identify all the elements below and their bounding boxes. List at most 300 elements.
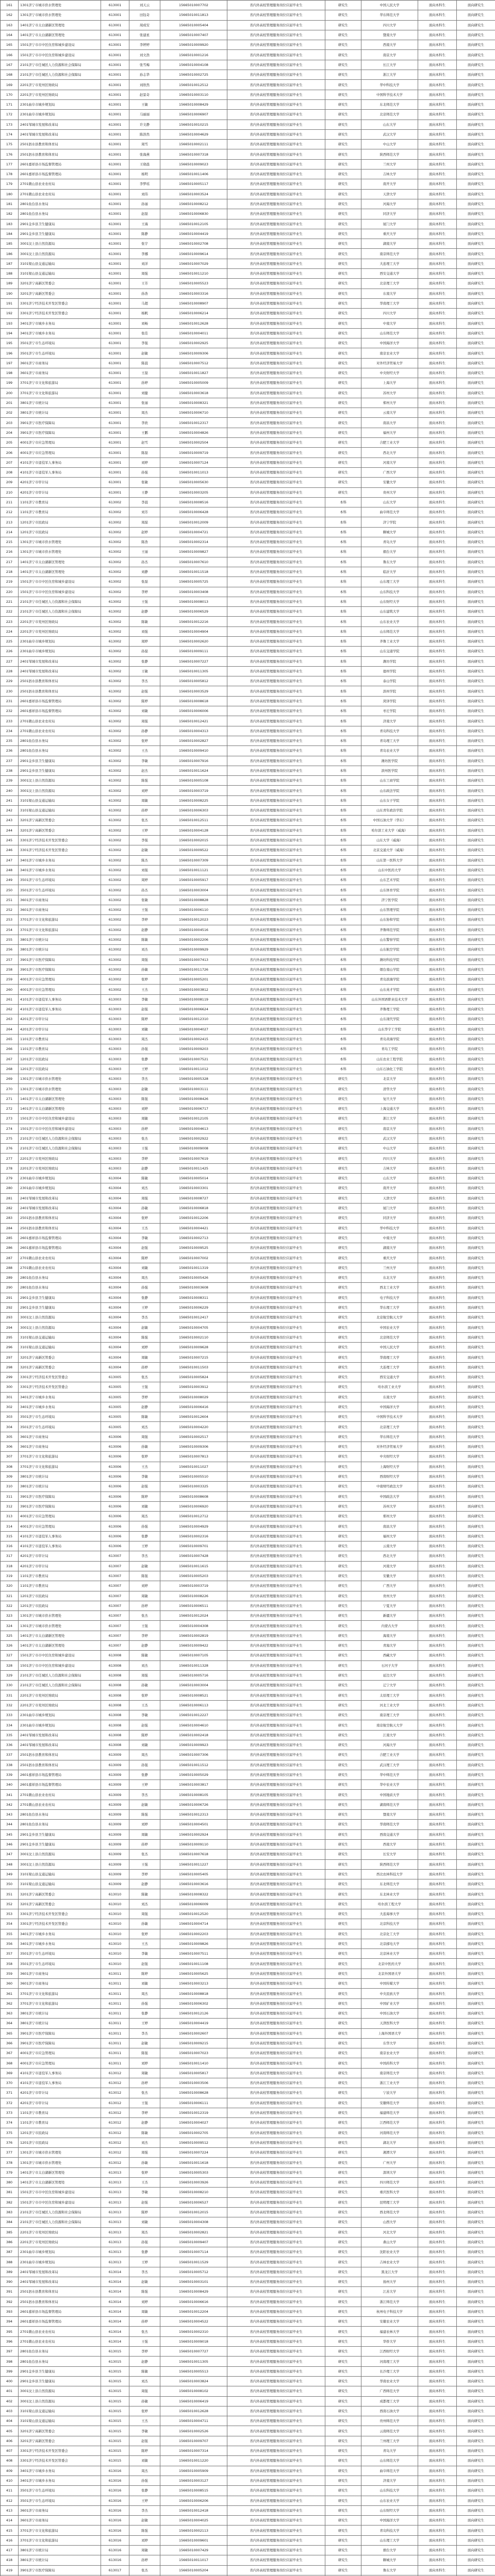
education-level-cell: 研究生 <box>325 328 361 338</box>
remark-a-cell: 面向本科生 <box>418 2197 457 2207</box>
education-level-cell: 研究生 <box>325 1313 361 1323</box>
table-row <box>1 2496 495 2505</box>
table-row <box>1 1790 495 1800</box>
exam-category-cell: 省内外高校管理服务岗位应届毕业生 <box>227 1989 325 1998</box>
exam-category-cell: 省内外高校管理服务岗位应届毕业生 <box>227 2406 325 2416</box>
remark-b-cell: 面向研究生 <box>457 964 495 974</box>
row-number-cell: 285 <box>1 1233 19 1243</box>
employer-name-cell: 3401济宁市城乡水务局 <box>19 855 101 865</box>
remark-a-cell: 面向本科生 <box>418 716 457 726</box>
employer-name-cell: 1101济宁市教育局 <box>19 1581 101 1591</box>
remark-b-cell: 面向研究生 <box>457 1591 495 1601</box>
exam-category-cell: 省内外高校管理服务岗位应届毕业生 <box>227 1034 325 1044</box>
education-level-cell: 本科 <box>325 915 361 925</box>
employer-name-cell: 2501泗水县教育和体育局 <box>19 1760 101 1770</box>
education-level-cell: 本科 <box>325 835 361 845</box>
exam-category-cell: 省内外高校管理服务岗位应届毕业生 <box>227 1501 325 1511</box>
remark-a-cell: 面向本科生 <box>418 1104 457 1113</box>
post-code-cell: 613002 <box>101 517 129 527</box>
exam-category-cell: 省内外高校管理服务岗位应届毕业生 <box>227 1800 325 1809</box>
employer-name-cell: 3501济宁市生态环境局 <box>19 1412 101 1422</box>
post-code-cell: 613002 <box>101 527 129 537</box>
post-code-cell: 613002 <box>101 825 129 835</box>
candidate-name-cell: 张佳 <box>129 328 160 338</box>
remark-b-cell: 面向研究生 <box>457 1074 495 1084</box>
row-number-cell: 354 <box>1 1919 19 1929</box>
education-level-cell: 研究生 <box>325 398 361 408</box>
exam-category-cell: 省内外高校管理服务岗位应届毕业生 <box>227 2376 325 2386</box>
exam-category-cell: 省内外高校管理服务岗位应届毕业生 <box>227 2167 325 2177</box>
graduate-school-cell: 暨南大学 <box>361 30 418 40</box>
exam-category-cell: 省内外高校管理服务岗位应届毕业生 <box>227 845 325 855</box>
post-code-cell: 613003 <box>101 1163 129 1173</box>
ticket-number-cell: 15665010008212 <box>160 199 227 209</box>
candidate-name-cell: 王海 <box>129 219 160 229</box>
graduate-school-cell: 兰州理工大学 <box>361 2436 418 2446</box>
employer-name-cell: 2601嘉祥县市场监督管理局 <box>19 696 101 706</box>
remark-a-cell: 面向本科生 <box>418 2287 457 2297</box>
ticket-number-cell: 15665010002607 <box>160 2028 227 2038</box>
employer-name-cell: 2901金乡县卫生健康局 <box>19 766 101 775</box>
candidate-name-cell: 周杰 <box>129 1273 160 1283</box>
remark-a-cell: 面向本科生 <box>418 2486 457 2496</box>
education-level-cell: 研究生 <box>325 1909 361 1919</box>
education-level-cell: 本科 <box>325 647 361 656</box>
remark-b-cell: 面向研究生 <box>457 328 495 338</box>
graduate-school-cell: 华南理工大学 <box>361 1352 418 1362</box>
graduate-school-cell: 北京林业大学 <box>361 1949 418 1959</box>
employer-name-cell: 4201济宁市审计局 <box>19 1561 101 1571</box>
remark-b-cell: 面向研究生 <box>457 2287 495 2297</box>
post-code-cell: 613001 <box>101 20 129 30</box>
row-number-cell: 368 <box>1 2058 19 2068</box>
remark-a-cell: 面向本科生 <box>418 2188 457 2197</box>
ticket-number-cell: 15665010008105 <box>160 1790 227 1800</box>
row-number-cell: 302 <box>1 1402 19 1412</box>
education-level-cell: 研究生 <box>325 2466 361 2476</box>
table-row <box>1 487 495 497</box>
education-level-cell: 研究生 <box>325 1114 361 1124</box>
ticket-number-cell: 15665010008521 <box>160 1690 227 1700</box>
education-level-cell: 本科 <box>325 786 361 795</box>
remark-a-cell: 面向本科生 <box>418 229 457 239</box>
education-level-cell: 研究生 <box>325 1094 361 1104</box>
employer-name-cell: 3401济宁市城乡水务局 <box>19 1939 101 1948</box>
table-row <box>1 1820 495 1829</box>
candidate-name-cell: 孙敏 <box>129 1442 160 1452</box>
employer-name-cell: 3301济宁经济技术开发区管委会 <box>19 1372 101 1382</box>
remark-a-cell: 面向本科生 <box>418 457 457 467</box>
graduate-school-cell: 烟台大学 <box>361 547 418 557</box>
table-row <box>1 1492 495 1501</box>
employer-name-cell: 3601济宁市商务局 <box>19 368 101 378</box>
remark-a-cell: 面向本科生 <box>418 239 457 249</box>
ticket-number-cell: 15665010002620 <box>160 637 227 647</box>
table-row <box>1 1850 495 1859</box>
remark-a-cell: 面向本科生 <box>418 2555 457 2565</box>
candidate-name-cell: 孙婷 <box>129 2317 160 2327</box>
row-number-cell: 361 <box>1 1989 19 1998</box>
candidate-name-cell: 赵雪 <box>129 438 160 448</box>
table-row <box>1 1571 495 1581</box>
remark-b-cell: 面向研究生 <box>457 1362 495 1372</box>
employer-name-cell: 2801鱼台县水务局 <box>19 1820 101 1829</box>
ticket-number-cell: 15665010004721 <box>160 527 227 537</box>
remark-b-cell: 面向研究生 <box>457 2456 495 2466</box>
employer-name-cell: 4001济宁市应急管理局 <box>19 2058 101 2068</box>
employer-name-cell: 1201济宁市民政局 <box>19 517 101 527</box>
ticket-number-cell: 15665010005405 <box>160 1869 227 1879</box>
post-code-cell: 613002 <box>101 726 129 736</box>
remark-b-cell: 面向研究生 <box>457 2416 495 2426</box>
row-number-cell: 259 <box>1 975 19 985</box>
remark-a-cell: 面向本科生 <box>418 2347 457 2357</box>
graduate-school-cell: 合肥工业大学 <box>361 438 418 448</box>
education-level-cell: 本科 <box>325 617 361 626</box>
employer-name-cell: 2301曲阜市城乡规划局 <box>19 1710 101 1720</box>
table-row <box>1 985 495 994</box>
row-number-cell: 170 <box>1 90 19 99</box>
education-level-cell: 研究生 <box>325 1561 361 1571</box>
table-row <box>1 1273 495 1283</box>
row-number-cell: 194 <box>1 328 19 338</box>
exam-category-cell: 省内外高校管理服务岗位应届毕业生 <box>227 1462 325 1471</box>
graduate-school-cell: 长江大学 <box>361 60 418 70</box>
row-number-cell: 398 <box>1 2357 19 2366</box>
post-code-cell: 613012 <box>101 2148 129 2158</box>
ticket-number-cell: 15665010004929 <box>160 1521 227 1531</box>
remark-a-cell: 面向本科生 <box>418 199 457 209</box>
graduate-school-cell: 青岛科技大学 <box>361 2526 418 2535</box>
ticket-number-cell: 15665010003408 <box>160 587 227 597</box>
row-number-cell: 355 <box>1 1929 19 1939</box>
remark-b-cell: 面向研究生 <box>457 1820 495 1829</box>
remark-b-cell: 面向研究生 <box>457 2158 495 2167</box>
table-row <box>1 1541 495 1551</box>
graduate-school-cell: 山东政法学院 <box>361 786 418 795</box>
table-row <box>1 2028 495 2038</box>
employer-name-cell: 2301曲阜市城乡规划局 <box>19 637 101 647</box>
education-level-cell: 研究生 <box>325 170 361 179</box>
remark-a-cell: 面向本科生 <box>418 1631 457 1640</box>
exam-category-cell: 省内外高校管理服务岗位应届毕业生 <box>227 1223 325 1233</box>
candidate-name-cell: 陈敏 <box>129 1889 160 1899</box>
post-code-cell: 613004 <box>101 1213 129 1223</box>
table-row <box>1 656 495 666</box>
graduate-school-cell: 贵州师范大学 <box>361 2416 418 2426</box>
remark-b-cell: 面向研究生 <box>457 1889 495 1899</box>
row-number-cell: 288 <box>1 1263 19 1273</box>
graduate-school-cell: 安徽师范大学 <box>361 2098 418 2108</box>
graduate-school-cell: 电子科技大学 <box>361 1293 418 1302</box>
row-number-cell: 370 <box>1 2078 19 2088</box>
candidate-name-cell: 赵强 <box>129 2436 160 2446</box>
remark-b-cell: 面向研究生 <box>457 2257 495 2267</box>
table-row <box>1 1919 495 1929</box>
remark-a-cell: 面向本科生 <box>418 1700 457 1710</box>
remark-b-cell: 面向研究生 <box>457 1750 495 1760</box>
candidate-name-cell: 王芳 <box>129 279 160 289</box>
remark-a-cell: 面向本科生 <box>418 309 457 318</box>
candidate-name-cell: 王敏 <box>129 99 160 109</box>
post-code-cell: 613001 <box>101 467 129 477</box>
table-row <box>1 885 495 895</box>
candidate-name-cell: 王强 <box>129 2098 160 2108</box>
remark-b-cell: 面向研究生 <box>457 905 495 915</box>
graduate-school-cell: 河海大学 <box>361 199 418 209</box>
remark-a-cell: 面向本科生 <box>418 408 457 418</box>
remark-b-cell: 面向研究生 <box>457 865 495 875</box>
row-number-cell: 223 <box>1 617 19 626</box>
candidate-name-cell: 李杰 <box>129 2267 160 2277</box>
candidate-name-cell: 孙敏 <box>129 964 160 974</box>
exam-category-cell: 省内外高校管理服务岗位应届毕业生 <box>227 428 325 437</box>
row-number-cell: 399 <box>1 2366 19 2376</box>
exam-category-cell: 省内外高校管理服务岗位应届毕业生 <box>227 368 325 378</box>
remark-a-cell <box>418 2575 457 2576</box>
post-code-cell: 613005 <box>101 1392 129 1402</box>
employer-name-cell: 3601济宁市商务局 <box>19 1979 101 1989</box>
candidate-name-cell: 李梦瑶 <box>129 179 160 189</box>
remark-b-cell: 面向研究生 <box>457 2486 495 2496</box>
candidate-name-cell: 李敏 <box>129 1233 160 1243</box>
row-number-cell: 271 <box>1 1094 19 1104</box>
education-level-cell: 研究生 <box>325 457 361 467</box>
ticket-number-cell: 15665010002206 <box>160 935 227 944</box>
remark-a-cell: 面向本科生 <box>418 955 457 964</box>
post-code-cell: 613006 <box>101 1541 129 1551</box>
education-level-cell: 本科 <box>325 905 361 915</box>
ticket-number-cell <box>160 2575 227 2576</box>
row-number-cell: 215 <box>1 537 19 547</box>
employer-name-cell: 4101济宁市退役军人事务局 <box>19 2078 101 2088</box>
table-row <box>1 2575 495 2576</box>
remark-a-cell: 面向本科生 <box>418 1899 457 1909</box>
remark-b-cell: 面向研究生 <box>457 80 495 90</box>
row-number-cell: 332 <box>1 1700 19 1710</box>
exam-category-cell: 省内外高校管理服务岗位应届毕业生 <box>227 1133 325 1143</box>
table-row <box>1 1611 495 1621</box>
education-level-cell: 本科 <box>325 975 361 985</box>
remark-b-cell: 面向研究生 <box>457 766 495 775</box>
post-code-cell: 613004 <box>101 1174 129 1183</box>
exam-category-cell: 省内外高校管理服务岗位应届毕业生 <box>227 1442 325 1452</box>
graduate-school-cell: 沈阳农业大学 <box>361 2247 418 2257</box>
post-code-cell: 613007 <box>101 1591 129 1601</box>
exam-category-cell: 省内外高校管理服务岗位应届毕业生 <box>227 716 325 726</box>
ticket-number-cell: 15665010002310 <box>160 2327 227 2336</box>
ticket-number-cell: 15665010011624 <box>160 766 227 775</box>
exam-category-cell: 省内外高校管理服务岗位应届毕业生 <box>227 179 325 189</box>
education-level-cell: 研究生 <box>325 1979 361 1989</box>
ticket-number-cell: 15665010007407 <box>160 30 227 40</box>
ticket-number-cell: 15665010012216 <box>160 617 227 626</box>
post-code-cell: 613002 <box>101 845 129 855</box>
row-number-cell: 400 <box>1 2376 19 2386</box>
remark-a-cell: 面向本科生 <box>418 1442 457 1452</box>
exam-category-cell: 省内外高校管理服务岗位应届毕业生 <box>227 706 325 716</box>
education-level-cell: 研究生 <box>325 2207 361 2217</box>
post-code-cell: 613002 <box>101 607 129 617</box>
graduate-school-cell: 太原理工大学 <box>361 1690 418 1700</box>
candidate-name-cell: 张海燕 <box>129 149 160 159</box>
remark-b-cell: 面向研究生 <box>457 1442 495 1452</box>
remark-b-cell: 面向研究生 <box>457 40 495 50</box>
employer-name-cell: 2801鱼台县水务局 <box>19 209 101 219</box>
candidate-name-cell: 刘强 <box>129 626 160 636</box>
post-code-cell: 613001 <box>101 487 129 497</box>
remark-a-cell: 面向本科生 <box>418 1601 457 1611</box>
remark-b-cell: 面向研究生 <box>457 1660 495 1670</box>
employer-name-cell: 3901济宁市医疗保障局 <box>19 2028 101 2038</box>
education-level-cell: 本科 <box>325 756 361 766</box>
post-code-cell: 613013 <box>101 2217 129 2227</box>
remark-b-cell: 面向研究生 <box>457 2128 495 2138</box>
table-row <box>1 2207 495 2217</box>
candidate-name-cell: 刘敏 <box>129 1263 160 1273</box>
post-code-cell: 613002 <box>101 985 129 994</box>
row-number-cell: 211 <box>1 497 19 507</box>
remark-a-cell: 面向本科生 <box>418 1820 457 1829</box>
row-number-cell: 282 <box>1 1203 19 1213</box>
post-code-cell: 613002 <box>101 816 129 825</box>
candidate-name-cell: 王婷 <box>129 1541 160 1551</box>
graduate-school-cell: 山东管理学院 <box>361 905 418 915</box>
post-code-cell: 613013 <box>101 2178 129 2188</box>
table-row <box>1 140 495 149</box>
education-level-cell: 本科 <box>325 716 361 726</box>
exam-category-cell: 省内外高校管理服务岗位应届毕业生 <box>227 537 325 547</box>
education-level-cell: 研究生 <box>325 418 361 428</box>
ticket-number-cell: 15665010007227 <box>160 656 227 666</box>
table-row <box>1 2376 495 2386</box>
remark-b-cell: 面向研究生 <box>457 666 495 676</box>
ticket-number-cell: 15665010011108 <box>160 1959 227 1969</box>
remark-b-cell: 面向研究生 <box>457 955 495 964</box>
row-number-cell: 324 <box>1 1621 19 1631</box>
candidate-name-cell: 周敏 <box>129 2546 160 2555</box>
exam-category-cell: 省内外高校管理服务岗位应届毕业生 <box>227 30 325 40</box>
post-code-cell: 613001 <box>101 30 129 40</box>
row-number-cell: 305 <box>1 1432 19 1442</box>
ticket-number-cell: 15665010009522 <box>160 845 227 855</box>
row-number-cell: 411 <box>1 2486 19 2496</box>
post-code-cell: 613010 <box>101 1949 129 1959</box>
candidate-name-cell: 刘婷 <box>129 786 160 795</box>
row-number-cell: 296 <box>1 1343 19 1352</box>
row-number-cell: 384 <box>1 2217 19 2227</box>
table-row <box>1 2416 495 2426</box>
education-level-cell: 本科 <box>325 736 361 745</box>
table-row <box>1 597 495 606</box>
exam-category-cell: 省内外高校管理服务岗位应届毕业生 <box>227 2526 325 2535</box>
remark-b-cell: 面向研究生 <box>457 1770 495 1780</box>
employer-name-cell: 1401济宁市太白湖新区管理处 <box>19 567 101 577</box>
table-row <box>1 298 495 308</box>
exam-category-cell: 省内外高校管理服务岗位应届毕业生 <box>227 1998 325 2008</box>
row-number-cell: 204 <box>1 428 19 437</box>
table-row <box>1 1343 495 1352</box>
remark-a-cell: 面向本科生 <box>418 2178 457 2188</box>
exam-category-cell: 省内外高校管理服务岗位应届毕业生 <box>227 1690 325 1700</box>
ticket-number-cell: 15665010011328 <box>160 1660 227 1670</box>
post-code-cell: 613014 <box>101 2287 129 2297</box>
graduate-school-cell: 哈尔滨工业大学 <box>361 1382 418 1392</box>
remark-a-cell: 面向本科生 <box>418 1681 457 1690</box>
education-level-cell: 研究生 <box>325 1571 361 1581</box>
remark-b-cell: 面向研究生 <box>457 2336 495 2346</box>
post-code-cell: 613003 <box>101 1054 129 1064</box>
row-number-cell: 337 <box>1 1750 19 1760</box>
graduate-school-cell: 中国科学技术大学 <box>361 90 418 99</box>
education-level-cell: 研究生 <box>325 120 361 129</box>
remark-a-cell: 面向本科生 <box>418 209 457 219</box>
post-code-cell: 613010 <box>101 1899 129 1909</box>
education-level-cell: 研究生 <box>325 1750 361 1760</box>
graduate-school-cell: 上海财经大学 <box>361 1462 418 1471</box>
post-code-cell: 613007 <box>101 1601 129 1611</box>
exam-category-cell: 省内外高校管理服务岗位应届毕业生 <box>227 448 325 457</box>
remark-a-cell: 面向本科生 <box>418 2336 457 2346</box>
remark-b-cell: 面向研究生 <box>457 587 495 597</box>
remark-b-cell: 面向研究生 <box>457 1879 495 1889</box>
education-level-cell: 本科 <box>325 527 361 537</box>
post-code-cell: 613002 <box>101 756 129 766</box>
graduate-school-cell: 同济大学 <box>361 1213 418 1223</box>
employer-name-cell: 3301济宁经济技术开发区管委会 <box>19 1919 101 1929</box>
table-row <box>1 1412 495 1422</box>
remark-a-cell: 面向本科生 <box>418 2098 457 2108</box>
table-row <box>1 457 495 467</box>
ticket-number-cell: 15665010003506 <box>160 2078 227 2088</box>
employer-name-cell: 4201济宁市审计局 <box>19 1024 101 1034</box>
table-row <box>1 239 495 249</box>
candidate-name-cell: 王晓晨 <box>129 159 160 169</box>
row-number-cell: 193 <box>1 318 19 328</box>
remark-b-cell: 面向研究生 <box>457 1283 495 1293</box>
exam-category-cell: 省内外高校管理服务岗位应届毕业生 <box>227 348 325 358</box>
employer-name-cell: 1201济宁市民政局 <box>19 1601 101 1611</box>
remark-a-cell: 面向本科生 <box>418 2526 457 2535</box>
row-number-cell: 281 <box>1 1193 19 1203</box>
row-number-cell: 335 <box>1 1730 19 1740</box>
post-code-cell: 613002 <box>101 855 129 865</box>
post-code-cell: 613009 <box>101 1879 129 1889</box>
graduate-school-cell: 郑州大学 <box>361 398 418 408</box>
row-number-cell: 199 <box>1 378 19 388</box>
exam-category-cell: 省内外高校管理服务岗位应届毕业生 <box>227 2108 325 2117</box>
exam-category-cell: 省内外高校管理服务岗位应届毕业生 <box>227 1561 325 1571</box>
employer-name-cell: 3701济宁市文化和旅游局 <box>19 1452 101 1462</box>
education-level-cell: 研究生 <box>325 1621 361 1631</box>
employer-name-cell: 1101济宁市教育局 <box>19 1034 101 1044</box>
ticket-number-cell: 15665010003719 <box>160 786 227 795</box>
remark-b-cell: 面向研究生 <box>457 1829 495 1839</box>
exam-category-cell: 省内外高校管理服务岗位应届毕业生 <box>227 756 325 766</box>
exam-category-cell: 省内外高校管理服务岗位应届毕业生 <box>227 1233 325 1243</box>
graduate-school-cell: 南京大学 <box>361 50 418 60</box>
remark-a-cell: 面向本科生 <box>418 149 457 159</box>
row-number-cell: 326 <box>1 1640 19 1650</box>
graduate-school-cell: 广州大学 <box>361 2158 418 2167</box>
education-level-cell: 研究生 <box>325 239 361 249</box>
candidate-name-cell: 张敏 <box>129 895 160 905</box>
candidate-name-cell: 张杰 <box>129 816 160 825</box>
post-code-cell: 613011 <box>101 2019 129 2028</box>
ticket-number-cell: 15665010002203 <box>160 1929 227 1939</box>
education-level-cell: 研究生 <box>325 2078 361 2088</box>
employer-name-cell: 3801济宁市统计局 <box>19 945 101 955</box>
